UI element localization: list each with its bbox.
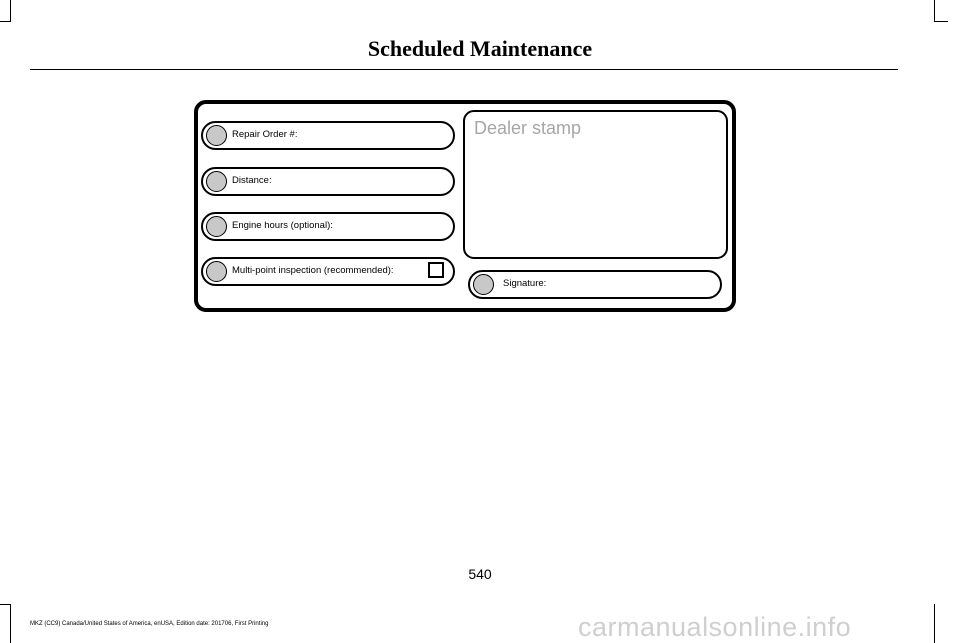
repair-order-label: Repair Order #:: [232, 129, 298, 140]
multi-point-inspection-label: Multi-point inspection (recommended):: [232, 265, 394, 276]
watermark: carmanualsonline.info: [578, 612, 852, 642]
dealer-stamp-box[interactable]: [463, 110, 728, 259]
inspection-checkbox[interactable]: [428, 262, 444, 278]
page-title: Scheduled Maintenance: [367, 36, 593, 61]
indicator-dot: [206, 125, 227, 146]
crop-mark-top-left-h: [0, 21, 11, 22]
indicator-dot: [206, 171, 227, 192]
repair-order-field[interactable]: [201, 121, 455, 150]
multi-point-inspection-field[interactable]: [201, 257, 455, 286]
crop-mark-top-right-v: [934, 0, 935, 22]
crop-mark-bottom-left-h: [0, 604, 11, 605]
crop-mark-top-right-h: [934, 21, 948, 22]
crop-mark-bottom-left-v: [10, 604, 11, 643]
signature-field[interactable]: [468, 270, 722, 299]
signature-label: Signature:: [503, 278, 547, 289]
engine-hours-label: Engine hours (optional):: [232, 220, 333, 231]
header-divider: [30, 69, 898, 70]
page-number: 540: [468, 566, 492, 582]
crop-mark-bottom-right-v: [934, 604, 935, 643]
engine-hours-field[interactable]: [201, 212, 455, 241]
indicator-dot: [206, 216, 227, 237]
dealer-stamp-label: Dealer stamp: [474, 118, 582, 138]
crop-mark-top-left-v: [10, 0, 11, 22]
distance-field[interactable]: [201, 167, 455, 196]
edition-info: MKZ (CC9) Canada/United States of America, enUSA, Edition date: 201706, First Printing: [30, 621, 269, 627]
distance-label: Distance:: [232, 175, 272, 186]
indicator-dot: [473, 274, 494, 295]
indicator-dot: [206, 261, 227, 282]
